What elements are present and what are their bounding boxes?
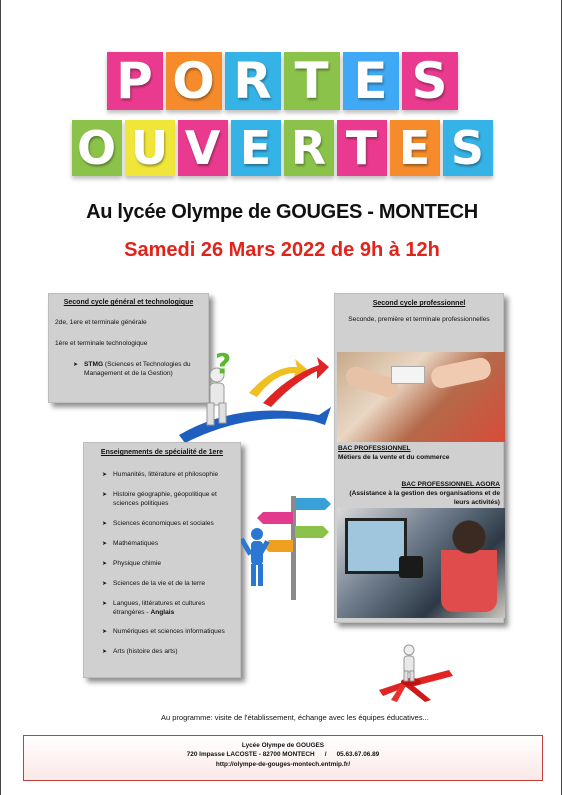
school-address: 720 Impasse LACOSTE - 82700 MONTECH: [186, 751, 315, 759]
list-item: ➤ Sciences économiques et sociales: [102, 520, 214, 528]
title-letter-tile: O: [166, 52, 222, 110]
arrow-right-icon: ➤: [102, 541, 108, 547]
title-letter-tile: P: [107, 52, 163, 110]
title-letter-tile: R: [225, 52, 281, 110]
list-item: ➤ Sciences de la vie et de la terre: [102, 579, 206, 587]
title-letter-tile: T: [284, 52, 340, 110]
program-text: Au programme: visite de l'établissement, échange avec les équipes éducatives...: [161, 713, 429, 722]
speciality-list: [90, 471, 234, 657]
school-phone: 05.63.67.06.89: [336, 751, 380, 759]
speciality-box: [83, 442, 241, 678]
event-date: Samedi 26 Mars 2022 de 9h à 12h: [124, 239, 440, 261]
pro-cycle-desc: Seconde, première et terminale professionnelles: [348, 316, 490, 324]
sales-photo: [337, 352, 505, 442]
list-item: ➤ Physique chimie: [102, 559, 162, 567]
arrow-right-icon: ➤: [102, 600, 108, 607]
stmg-label: STMG: [84, 361, 104, 369]
title-letter-tile: U: [125, 120, 175, 176]
svg-text:?: ?: [215, 347, 232, 380]
office-photo: [337, 508, 505, 618]
title-letter-tile: T: [337, 120, 387, 176]
list-item: ➤ Histoire géographie, géopolitique et sciences politiques: [102, 491, 217, 508]
title-letter-tile: S: [443, 120, 493, 176]
general-line-1: 2de, 1ere et terminale générale: [55, 319, 147, 327]
arrow-right-icon: ➤: [102, 472, 108, 479]
question-mark-figure-icon: [179, 345, 331, 445]
list-item: ➤ Humanités, littérature et philosophie: [102, 471, 219, 479]
list-item: ➤ Arts (histoire des arts): [102, 648, 178, 656]
list-item: ➤ Mathématiques: [102, 540, 159, 547]
title-letter-tile: O: [72, 120, 122, 176]
school-name: Lycée Olympe de GOUGES: [241, 742, 325, 749]
title-portes: [1, 52, 562, 110]
title-letter-tile: S: [402, 52, 458, 110]
stmg-description: (Sciences et Technologies du Management et de la Gestion): [84, 361, 191, 378]
arrow-right-icon: ➤: [102, 580, 108, 587]
bac-pro-agora-title: BAC PROFESSIONNEL AGORA: [401, 481, 500, 488]
footer-contact: [23, 735, 543, 781]
arrow-right-icon: ➤: [102, 492, 108, 499]
footer-separator: /: [324, 751, 327, 759]
title-ouvertes: [1, 120, 562, 176]
bac-pro-vente: [338, 445, 449, 463]
arrow-right-icon: ➤: [73, 362, 79, 369]
bac-pro-agora-desc: (Assistance à la gestion des organisations et de leurs activités): [349, 489, 500, 506]
arrow-right-icon: ➤: [102, 521, 108, 528]
title-letter-tile: V: [178, 120, 228, 176]
list-item: ➤ Numériques et sciences informatiques: [102, 628, 225, 636]
speciality-title: Enseignements de spécialité de 1ere: [100, 449, 224, 456]
crossroads-arrows-icon: [369, 640, 459, 704]
anglais-label: Anglais: [150, 608, 175, 616]
general-line-2: 1ère et terminale technologique: [55, 340, 148, 348]
arrow-right-icon: ➤: [102, 560, 108, 567]
bac-pro-vente-title: BAC PROFESSIONNEL: [338, 445, 411, 452]
title-letter-tile: R: [284, 120, 334, 176]
school-subtitle: Au lycée Olympe de GOUGES - MONTECH: [86, 201, 478, 223]
school-url[interactable]: http://olympe-de-gouges-montech.entmip.fr/: [215, 760, 351, 768]
signpost-icon: [241, 490, 333, 602]
bac-pro-agora: [338, 481, 504, 508]
title-letter-tile: E: [343, 52, 399, 110]
arrow-right-icon: ➤: [102, 629, 108, 636]
general-cycle-title: Second cycle général et technologique: [63, 299, 194, 306]
list-item: ➤ Langues, littératures et cultures étrangères - Anglais: [102, 599, 206, 616]
arrow-right-icon: ➤: [102, 649, 108, 656]
title-letter-tile: E: [390, 120, 440, 176]
bac-pro-vente-desc: Métiers de la vente et du commerce: [338, 453, 450, 461]
pro-cycle-title: Second cycle professionnel: [372, 300, 466, 307]
title-letter-tile: E: [231, 120, 281, 176]
